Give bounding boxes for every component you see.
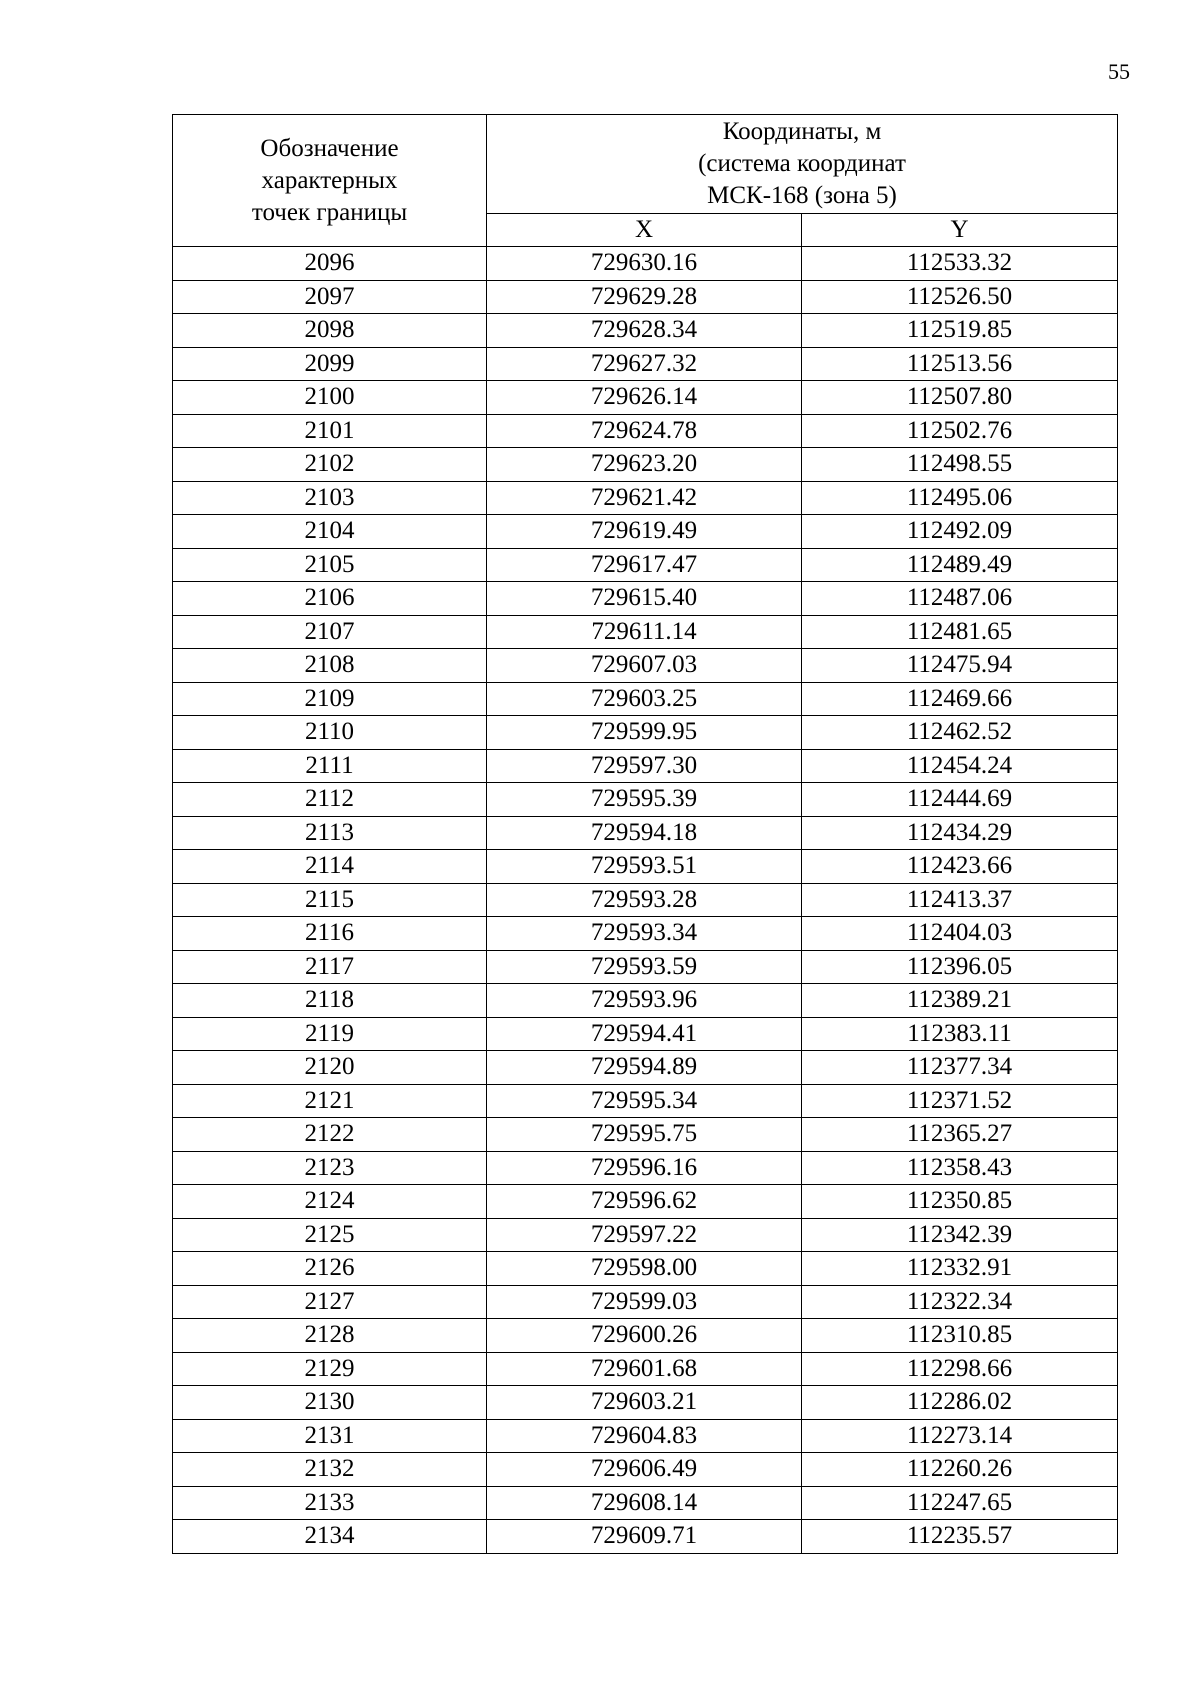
point-id-cell: 2096	[173, 247, 487, 281]
table-header	[173, 115, 1118, 247]
point-id-cell: 2102	[173, 448, 487, 482]
y-coordinate-cell: 112365.27	[802, 1118, 1118, 1152]
point-id-cell: 2125	[173, 1218, 487, 1252]
x-coordinate-cell: 729596.62	[487, 1185, 802, 1219]
table-row	[173, 1285, 1118, 1319]
point-id-cell: 2122	[173, 1118, 487, 1152]
x-coordinate-cell: 729598.00	[487, 1252, 802, 1286]
x-coordinate-cell: 729594.18	[487, 816, 802, 850]
point-id-cell: 2098	[173, 314, 487, 348]
point-id-cell: 2101	[173, 414, 487, 448]
point-id-cell: 2127	[173, 1285, 487, 1319]
y-coordinate-cell: 112310.85	[802, 1319, 1118, 1353]
y-coordinate-cell: 112481.65	[802, 615, 1118, 649]
table-row	[173, 582, 1118, 616]
y-coordinate-cell: 112475.94	[802, 649, 1118, 683]
x-coordinate-cell: 729628.34	[487, 314, 802, 348]
point-id-cell: 2113	[173, 816, 487, 850]
table-row	[173, 1118, 1118, 1152]
point-id-cell: 2129	[173, 1352, 487, 1386]
table-row	[173, 1520, 1118, 1554]
y-coordinate-cell: 112519.85	[802, 314, 1118, 348]
x-coordinate-cell: 729604.83	[487, 1419, 802, 1453]
y-coordinate-cell: 112526.50	[802, 280, 1118, 314]
x-coordinate-cell: 729596.16	[487, 1151, 802, 1185]
table-row	[173, 783, 1118, 817]
x-coordinate-cell: 729594.89	[487, 1051, 802, 1085]
point-id-cell: 2099	[173, 347, 487, 381]
point-id-cell: 2103	[173, 481, 487, 515]
x-coordinate-cell: 729597.22	[487, 1218, 802, 1252]
table-row	[173, 1486, 1118, 1520]
point-id-cell: 2130	[173, 1386, 487, 1420]
y-coordinate-cell: 112260.26	[802, 1453, 1118, 1487]
table-row	[173, 850, 1118, 884]
x-coordinate-cell: 729599.03	[487, 1285, 802, 1319]
y-coordinate-cell: 112350.85	[802, 1185, 1118, 1219]
x-coordinate-cell: 729595.34	[487, 1084, 802, 1118]
y-coordinate-cell: 112247.65	[802, 1486, 1118, 1520]
y-coordinate-cell: 112454.24	[802, 749, 1118, 783]
table-row	[173, 481, 1118, 515]
x-coordinate-cell: 729624.78	[487, 414, 802, 448]
x-coordinate-cell: 729617.47	[487, 548, 802, 582]
y-coordinate-cell: 112322.34	[802, 1285, 1118, 1319]
point-id-cell: 2104	[173, 515, 487, 549]
point-designation-header	[173, 115, 487, 247]
point-id-cell: 2110	[173, 716, 487, 750]
table-row	[173, 280, 1118, 314]
y-coordinate-cell: 112404.03	[802, 917, 1118, 951]
point-id-cell: 2120	[173, 1051, 487, 1085]
table-row	[173, 1151, 1118, 1185]
table-row	[173, 816, 1118, 850]
y-coordinate-cell: 112332.91	[802, 1252, 1118, 1286]
point-id-cell: 2109	[173, 682, 487, 716]
table-row	[173, 716, 1118, 750]
x-coordinate-cell: 729621.42	[487, 481, 802, 515]
y-coordinate-cell: 112462.52	[802, 716, 1118, 750]
x-coordinate-cell: 729600.26	[487, 1319, 802, 1353]
table-row	[173, 548, 1118, 582]
table-row	[173, 1319, 1118, 1353]
y-coordinate-cell: 112389.21	[802, 984, 1118, 1018]
y-coordinate-cell: 112396.05	[802, 950, 1118, 984]
x-coordinate-cell: 729595.39	[487, 783, 802, 817]
table-row	[173, 1051, 1118, 1085]
point-id-cell: 2100	[173, 381, 487, 415]
y-coordinate-cell: 112444.69	[802, 783, 1118, 817]
coordinates-header	[487, 115, 1118, 214]
y-coordinate-cell: 112513.56	[802, 347, 1118, 381]
x-column-header: X	[487, 214, 802, 247]
x-coordinate-cell: 729599.95	[487, 716, 802, 750]
point-id-cell: 2118	[173, 984, 487, 1018]
x-coordinate-cell: 729593.59	[487, 950, 802, 984]
point-id-cell: 2111	[173, 749, 487, 783]
x-coordinate-cell: 729597.30	[487, 749, 802, 783]
point-id-cell: 2134	[173, 1520, 487, 1554]
table-row	[173, 314, 1118, 348]
x-coordinate-cell: 729603.21	[487, 1386, 802, 1420]
point-id-cell: 2112	[173, 783, 487, 817]
table-row	[173, 1386, 1118, 1420]
point-id-cell: 2124	[173, 1185, 487, 1219]
table-row	[173, 917, 1118, 951]
x-coordinate-cell: 729601.68	[487, 1352, 802, 1386]
x-coordinate-cell: 729608.14	[487, 1486, 802, 1520]
coordinates-header-line: Координаты, м	[722, 118, 882, 145]
coordinates-header-line: МСК-168 (зона 5)	[707, 182, 897, 209]
table-row	[173, 1017, 1118, 1051]
y-coordinate-cell: 112507.80	[802, 381, 1118, 415]
y-coordinate-cell: 112383.11	[802, 1017, 1118, 1051]
table-row	[173, 414, 1118, 448]
y-coordinate-cell: 112495.06	[802, 481, 1118, 515]
point-header-line: характерных	[261, 166, 398, 194]
table-row	[173, 1453, 1118, 1487]
point-id-cell: 2114	[173, 850, 487, 884]
point-id-cell: 2132	[173, 1453, 487, 1487]
y-coordinate-cell: 112358.43	[802, 1151, 1118, 1185]
table-row	[173, 749, 1118, 783]
point-id-cell: 2115	[173, 883, 487, 917]
coordinates-header-line: (система координат	[698, 150, 906, 177]
y-coordinate-cell: 112498.55	[802, 448, 1118, 482]
table-row	[173, 950, 1118, 984]
table-row	[173, 1185, 1118, 1219]
x-coordinate-cell: 729603.25	[487, 682, 802, 716]
coordinates-table	[172, 114, 1118, 1554]
x-coordinate-cell: 729593.96	[487, 984, 802, 1018]
y-coordinate-cell: 112371.52	[802, 1084, 1118, 1118]
table-row	[173, 381, 1118, 415]
x-coordinate-cell: 729609.71	[487, 1520, 802, 1554]
table-row	[173, 1252, 1118, 1286]
x-coordinate-cell: 729611.14	[487, 615, 802, 649]
point-id-cell: 2106	[173, 582, 487, 616]
y-column-header: Y	[802, 214, 1118, 247]
point-id-cell: 2107	[173, 615, 487, 649]
x-coordinate-cell: 729619.49	[487, 515, 802, 549]
point-id-cell: 2119	[173, 1017, 487, 1051]
x-coordinate-cell: 729593.51	[487, 850, 802, 884]
x-coordinate-cell: 729606.49	[487, 1453, 802, 1487]
y-coordinate-cell: 112489.49	[802, 548, 1118, 582]
x-coordinate-cell: 729623.20	[487, 448, 802, 482]
y-coordinate-cell: 112492.09	[802, 515, 1118, 549]
table-row	[173, 448, 1118, 482]
x-coordinate-cell: 729630.16	[487, 247, 802, 281]
y-coordinate-cell: 112235.57	[802, 1520, 1118, 1554]
x-coordinate-cell: 729607.03	[487, 649, 802, 683]
y-coordinate-cell: 112502.76	[802, 414, 1118, 448]
x-coordinate-cell: 729594.41	[487, 1017, 802, 1051]
table-row	[173, 1084, 1118, 1118]
point-id-cell: 2117	[173, 950, 487, 984]
x-coordinate-cell: 729593.34	[487, 917, 802, 951]
table-row	[173, 1419, 1118, 1453]
y-coordinate-cell: 112273.14	[802, 1419, 1118, 1453]
table-row	[173, 615, 1118, 649]
y-coordinate-cell: 112434.29	[802, 816, 1118, 850]
table-row	[173, 883, 1118, 917]
point-id-cell: 2126	[173, 1252, 487, 1286]
point-header-line: Обозначение	[260, 134, 399, 162]
table-body	[173, 247, 1118, 1554]
x-coordinate-cell: 729593.28	[487, 883, 802, 917]
page-number: 55	[1108, 59, 1130, 84]
table-row	[173, 515, 1118, 549]
point-id-cell: 2123	[173, 1151, 487, 1185]
point-header-line: точек границы	[251, 198, 408, 226]
x-coordinate-cell: 729595.75	[487, 1118, 802, 1152]
table-row	[173, 247, 1118, 281]
y-coordinate-cell: 112533.32	[802, 247, 1118, 281]
y-coordinate-cell: 112286.02	[802, 1386, 1118, 1420]
x-coordinate-cell: 729615.40	[487, 582, 802, 616]
point-id-cell: 2131	[173, 1419, 487, 1453]
point-id-cell: 2108	[173, 649, 487, 683]
point-id-cell: 2133	[173, 1486, 487, 1520]
table-row	[173, 1218, 1118, 1252]
table-row	[173, 347, 1118, 381]
y-coordinate-cell: 112298.66	[802, 1352, 1118, 1386]
y-coordinate-cell: 112377.34	[802, 1051, 1118, 1085]
y-coordinate-cell: 112423.66	[802, 850, 1118, 884]
point-id-cell: 2128	[173, 1319, 487, 1353]
table-row	[173, 984, 1118, 1018]
y-coordinate-cell: 112342.39	[802, 1218, 1118, 1252]
x-coordinate-cell: 729627.32	[487, 347, 802, 381]
point-id-cell: 2105	[173, 548, 487, 582]
y-coordinate-cell: 112469.66	[802, 682, 1118, 716]
table-row	[173, 649, 1118, 683]
y-coordinate-cell: 112487.06	[802, 582, 1118, 616]
table-row	[173, 1352, 1118, 1386]
point-id-cell: 2097	[173, 280, 487, 314]
x-coordinate-cell: 729626.14	[487, 381, 802, 415]
x-coordinate-cell: 729629.28	[487, 280, 802, 314]
point-id-cell: 2116	[173, 917, 487, 951]
y-coordinate-cell: 112413.37	[802, 883, 1118, 917]
table-row	[173, 682, 1118, 716]
point-id-cell: 2121	[173, 1084, 487, 1118]
